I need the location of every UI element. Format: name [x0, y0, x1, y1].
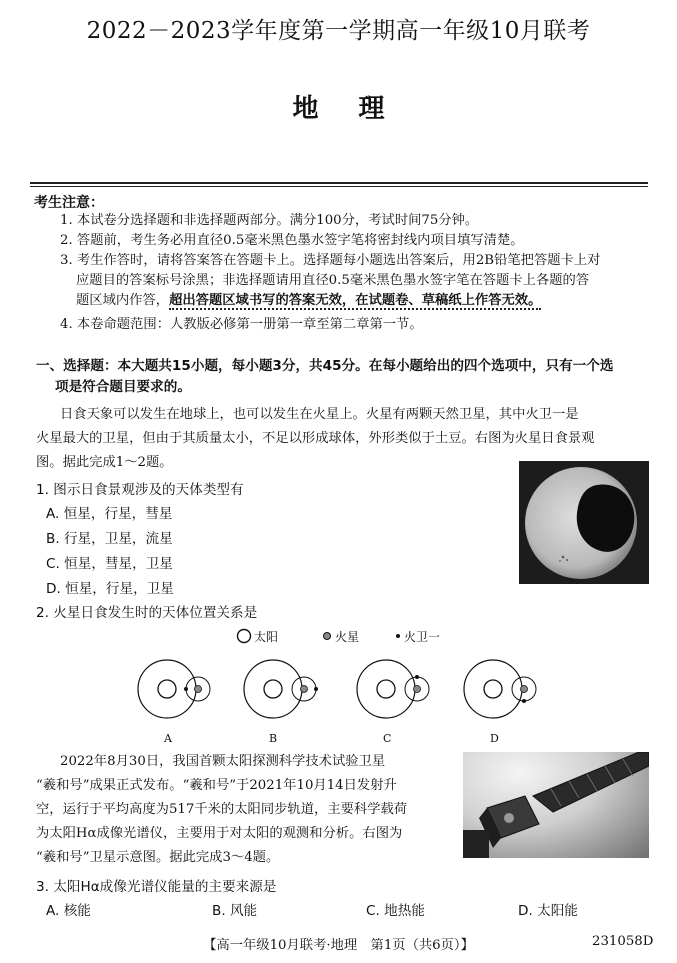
section-heading-line2: 项是符合题目要求的。: [55, 379, 191, 395]
passage1-line3: 图。据此完成1～2题。: [36, 455, 173, 470]
q1-stem: 1. 图示日食景观涉及的天体类型有: [36, 482, 244, 498]
q1-option-d: D. 恒星，行星，卫星: [46, 581, 174, 597]
option-c-label: C: [383, 732, 392, 745]
option-c-figure: [357, 660, 429, 718]
legend-mars-icon: [324, 633, 331, 640]
legend-sun-icon: [238, 630, 251, 643]
exam-title: 2022－2023学年度第一学期高一年级10月联考: [86, 18, 591, 44]
legend-phobos-icon: [396, 634, 400, 638]
header-rule-thin: [30, 186, 648, 187]
passage1-line2: 火星最大的卫星，但由于其质量太小，不足以形成球体，外形类似于土豆。右图为火星日食景观: [36, 431, 595, 446]
q3-stem: 3. 太阳Hα成像光谱仪能量的主要来源是: [36, 879, 277, 895]
passage2-line1: 2022年8月30日，我国首颗太阳探测科学技术试验卫星: [60, 754, 386, 769]
passage2-line5: “羲和号”卫星示意图。据此完成3～4题。: [36, 850, 280, 865]
q3-option-c: C. 地热能: [366, 903, 425, 919]
passage1-line1: 日食天象可以发生在地球上，也可以发生在火星上。火星有两颗天然卫星，其中火卫一是: [60, 407, 579, 422]
exam-code: 231058D: [592, 934, 654, 949]
notice-warning: 超出答题区域书写的答案无效，在试题卷、草稿纸上作答无效。: [169, 293, 542, 308]
notice-item-3-cont: 应题目的答案标号涂黑；非选择题请用直径0.5毫米黑色墨水签字笔在答题卡上各题的答: [76, 273, 590, 288]
notice-item-3-prefix: 题区域内作答，: [76, 293, 170, 308]
q3-option-d: D. 太阳能: [518, 903, 578, 919]
notice-item-3: 3. 考生作答时，请将答案答在答题卡上。选择题每小题选出答案后，用2B铅笔把答题卡上对: [60, 253, 601, 268]
page-footer: 【高一年级10月联考·地理 第1页（共6页）】: [203, 938, 474, 953]
option-b-figure: [244, 660, 318, 718]
q3-option-b: B. 风能: [212, 903, 258, 919]
option-a-label: A: [164, 732, 172, 745]
legend-mars-label: 火星: [335, 630, 360, 644]
q3-option-a: A. 核能: [46, 903, 91, 919]
section-heading-line1: 一、选择题：本大题共15小题，每小题3分，共45分。在每小题给出的四个选项中，只有一个选: [36, 358, 614, 374]
notice-heading: 考生注意：: [34, 195, 104, 211]
mars-solar-eclipse-photo: [519, 461, 649, 584]
subject-title: 地理: [292, 94, 425, 124]
legend-phobos-label: 火卫一: [404, 630, 441, 644]
q1-option-a: A. 恒星，行星，彗星: [46, 506, 173, 522]
notice-item-1: 1. 本试卷分选择题和非选择题两部分。满分100分，考试时间75分钟。: [60, 213, 479, 228]
notice-item-3-end: [76, 291, 541, 311]
q1-option-c: C. 恒星，彗星，卫星: [46, 556, 173, 572]
notice-item-4: 4. 本卷命题范围：人教版必修第一册第一章至第二章第一节。: [60, 317, 423, 332]
xihe-satellite-image: [463, 752, 649, 858]
legend-sun-label: 太阳: [254, 630, 279, 644]
eclipse-position-diagram: [137, 626, 545, 746]
option-d-label: D: [490, 732, 499, 745]
q1-option-b: B. 行星，卫星，流星: [46, 531, 173, 547]
option-d-figure: [464, 660, 536, 718]
header-rule-thick: [30, 182, 648, 184]
passage2-line3: 空，运行于平均高度为517千米的太阳同步轨道，主要科学载荷: [36, 802, 408, 817]
notice-item-2: 2. 答题前，考生务必用直径0.5毫米黑色墨水签字笔将密封线内项目填写清楚。: [60, 233, 524, 248]
option-a-figure: [138, 660, 210, 718]
q2-stem: 2. 火星日食发生时的天体位置关系是: [36, 605, 258, 621]
passage2-line4: 为太阳Hα成像光谱仪，主要用于对太阳的观测和分析。右图为: [36, 826, 403, 841]
passage2-line2: “羲和号”成果正式发布。“羲和号”于2021年10月14日发射升: [36, 778, 397, 793]
option-b-label: B: [269, 732, 278, 745]
